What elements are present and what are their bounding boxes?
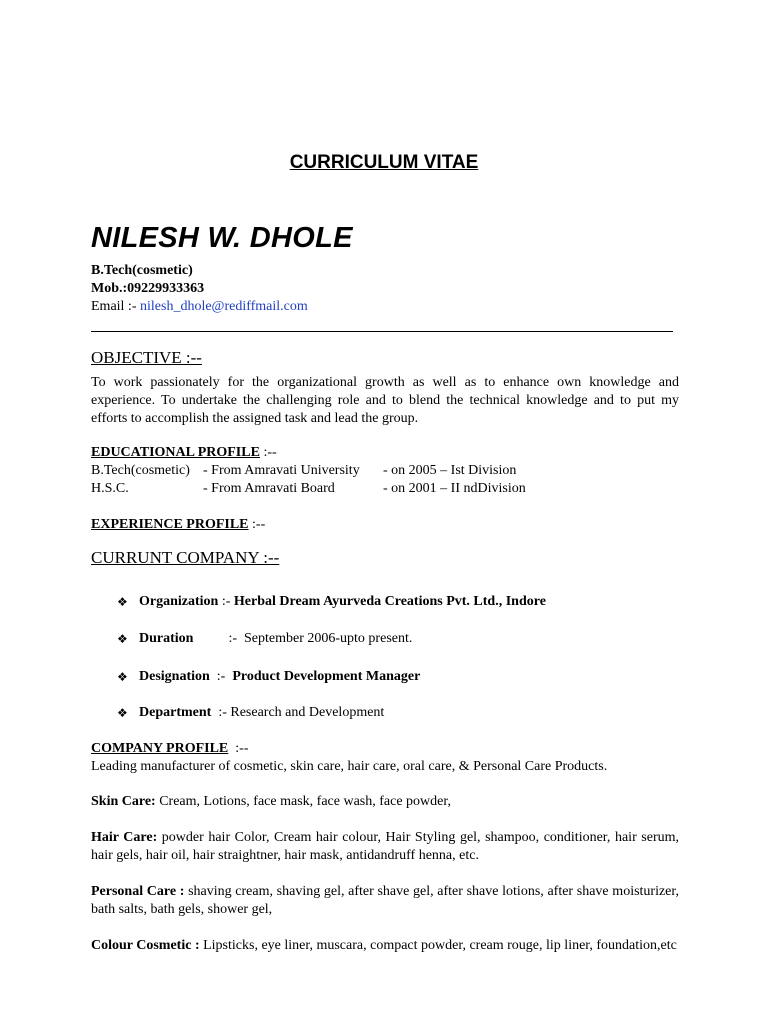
field-label: Duration [139,631,194,646]
field-separator: :- [211,705,231,720]
product-category-text: shaving cream, shaving gel, after shave gel, after shave lotions, after shave moisturizer, bath salts, bath gels, shower gel, [91,884,679,917]
current-company-heading: CURRUNT COMPANY :-- [91,548,280,567]
education-qualification: B.Tech(cosmetic) [91,463,190,478]
education-result: - on 2001 – II ndDivision [383,481,526,496]
company-profile-heading-label: COMPANY PROFILE [91,741,229,756]
product-personal-care [91,883,679,919]
product-skin-care [91,793,679,811]
company-profile-heading [91,740,679,758]
field-separator: :- [209,669,233,684]
product-colour-cosmetic [91,937,679,955]
organization-value: Herbal Dream Ayurveda Creations Pvt. Ltd., Indore [233,594,546,609]
product-category-text: powder hair Color, Cream hair colour, Hair Styling gel, shampoo, conditioner, hair serum, hair gels, hair oil, hair straightner, hair mask, antidandruff henna, etc. [91,830,679,863]
education-institution: - From Amravati University [203,463,360,478]
email-line [91,298,308,316]
experience-heading-label: EXPERIENCE PROFILE [91,517,249,532]
field-label: Organization [139,594,219,609]
divider-line [91,331,673,332]
product-category-text: Cream, Lotions, face mask, face wash, face powder, [155,794,451,809]
email-label: Email :- [91,299,140,314]
education-result: - on 2005 – Ist Division [383,463,517,478]
objective-text: To work passionately for the organizational growth as well as to enhance own knowledge and experience. To undertake the challenging role and to blend the technical knowledge and to put my efforts to accomplish the assigned task and lead the group. [91,375,679,426]
product-category-label: Colour Cosmetic : [91,938,200,953]
candidate-name: NILESH W. DHOLE [91,222,353,254]
document-title: CURRICULUM VITAE [289,152,479,173]
list-item [117,630,412,648]
diamond-bullet-icon: ❖ [117,632,128,646]
education-heading-suffix: :-- [259,445,277,460]
education-heading-label: EDUCATIONAL PROFILE [91,445,260,460]
mobile-number: Mob.:09229933363 [91,281,205,296]
contact-block [91,262,308,316]
designation-value: Product Development Manager [232,669,421,684]
company-profile-heading-suffix: :-- [228,741,249,756]
department-value: Research and Development [230,705,385,720]
email-link[interactable]: nilesh_dhole@rediffmail.com [140,299,308,314]
list-item [117,593,546,611]
education-institution: - From Amravati Board [203,481,335,496]
company-profile-text: Leading manufacturer of cosmetic, skin care, hair care, oral care, & Personal Care Products. [91,759,608,774]
product-category-label: Skin Care: [91,794,156,809]
list-item [117,704,384,722]
product-category-label: Hair Care: [91,830,158,845]
education-heading [91,444,679,462]
product-hair-care [91,829,679,865]
objective-heading: OBJECTIVE :-- [91,348,202,367]
field-separator: :- [193,631,245,646]
diamond-bullet-icon: ❖ [117,670,128,684]
experience-heading [91,516,679,534]
diamond-bullet-icon: ❖ [117,595,128,609]
experience-heading-suffix: :-- [248,517,266,532]
education-row [91,462,679,480]
diamond-bullet-icon: ❖ [117,706,128,720]
education-table [91,462,679,498]
education-row [91,480,679,498]
product-category-label: Personal Care : [91,884,185,899]
field-separator: :- [218,594,234,609]
product-category-text: Lipsticks, eye liner, muscara, compact powder, cream rouge, lip liner, foundation,etc [199,938,677,953]
field-label: Designation [139,669,210,684]
duration-value: September 2006-upto present. [244,631,413,646]
education-qualification: H.S.C. [91,481,129,496]
degree: B.Tech(cosmetic) [91,263,193,278]
list-item [117,668,420,686]
field-label: Department [139,705,212,720]
